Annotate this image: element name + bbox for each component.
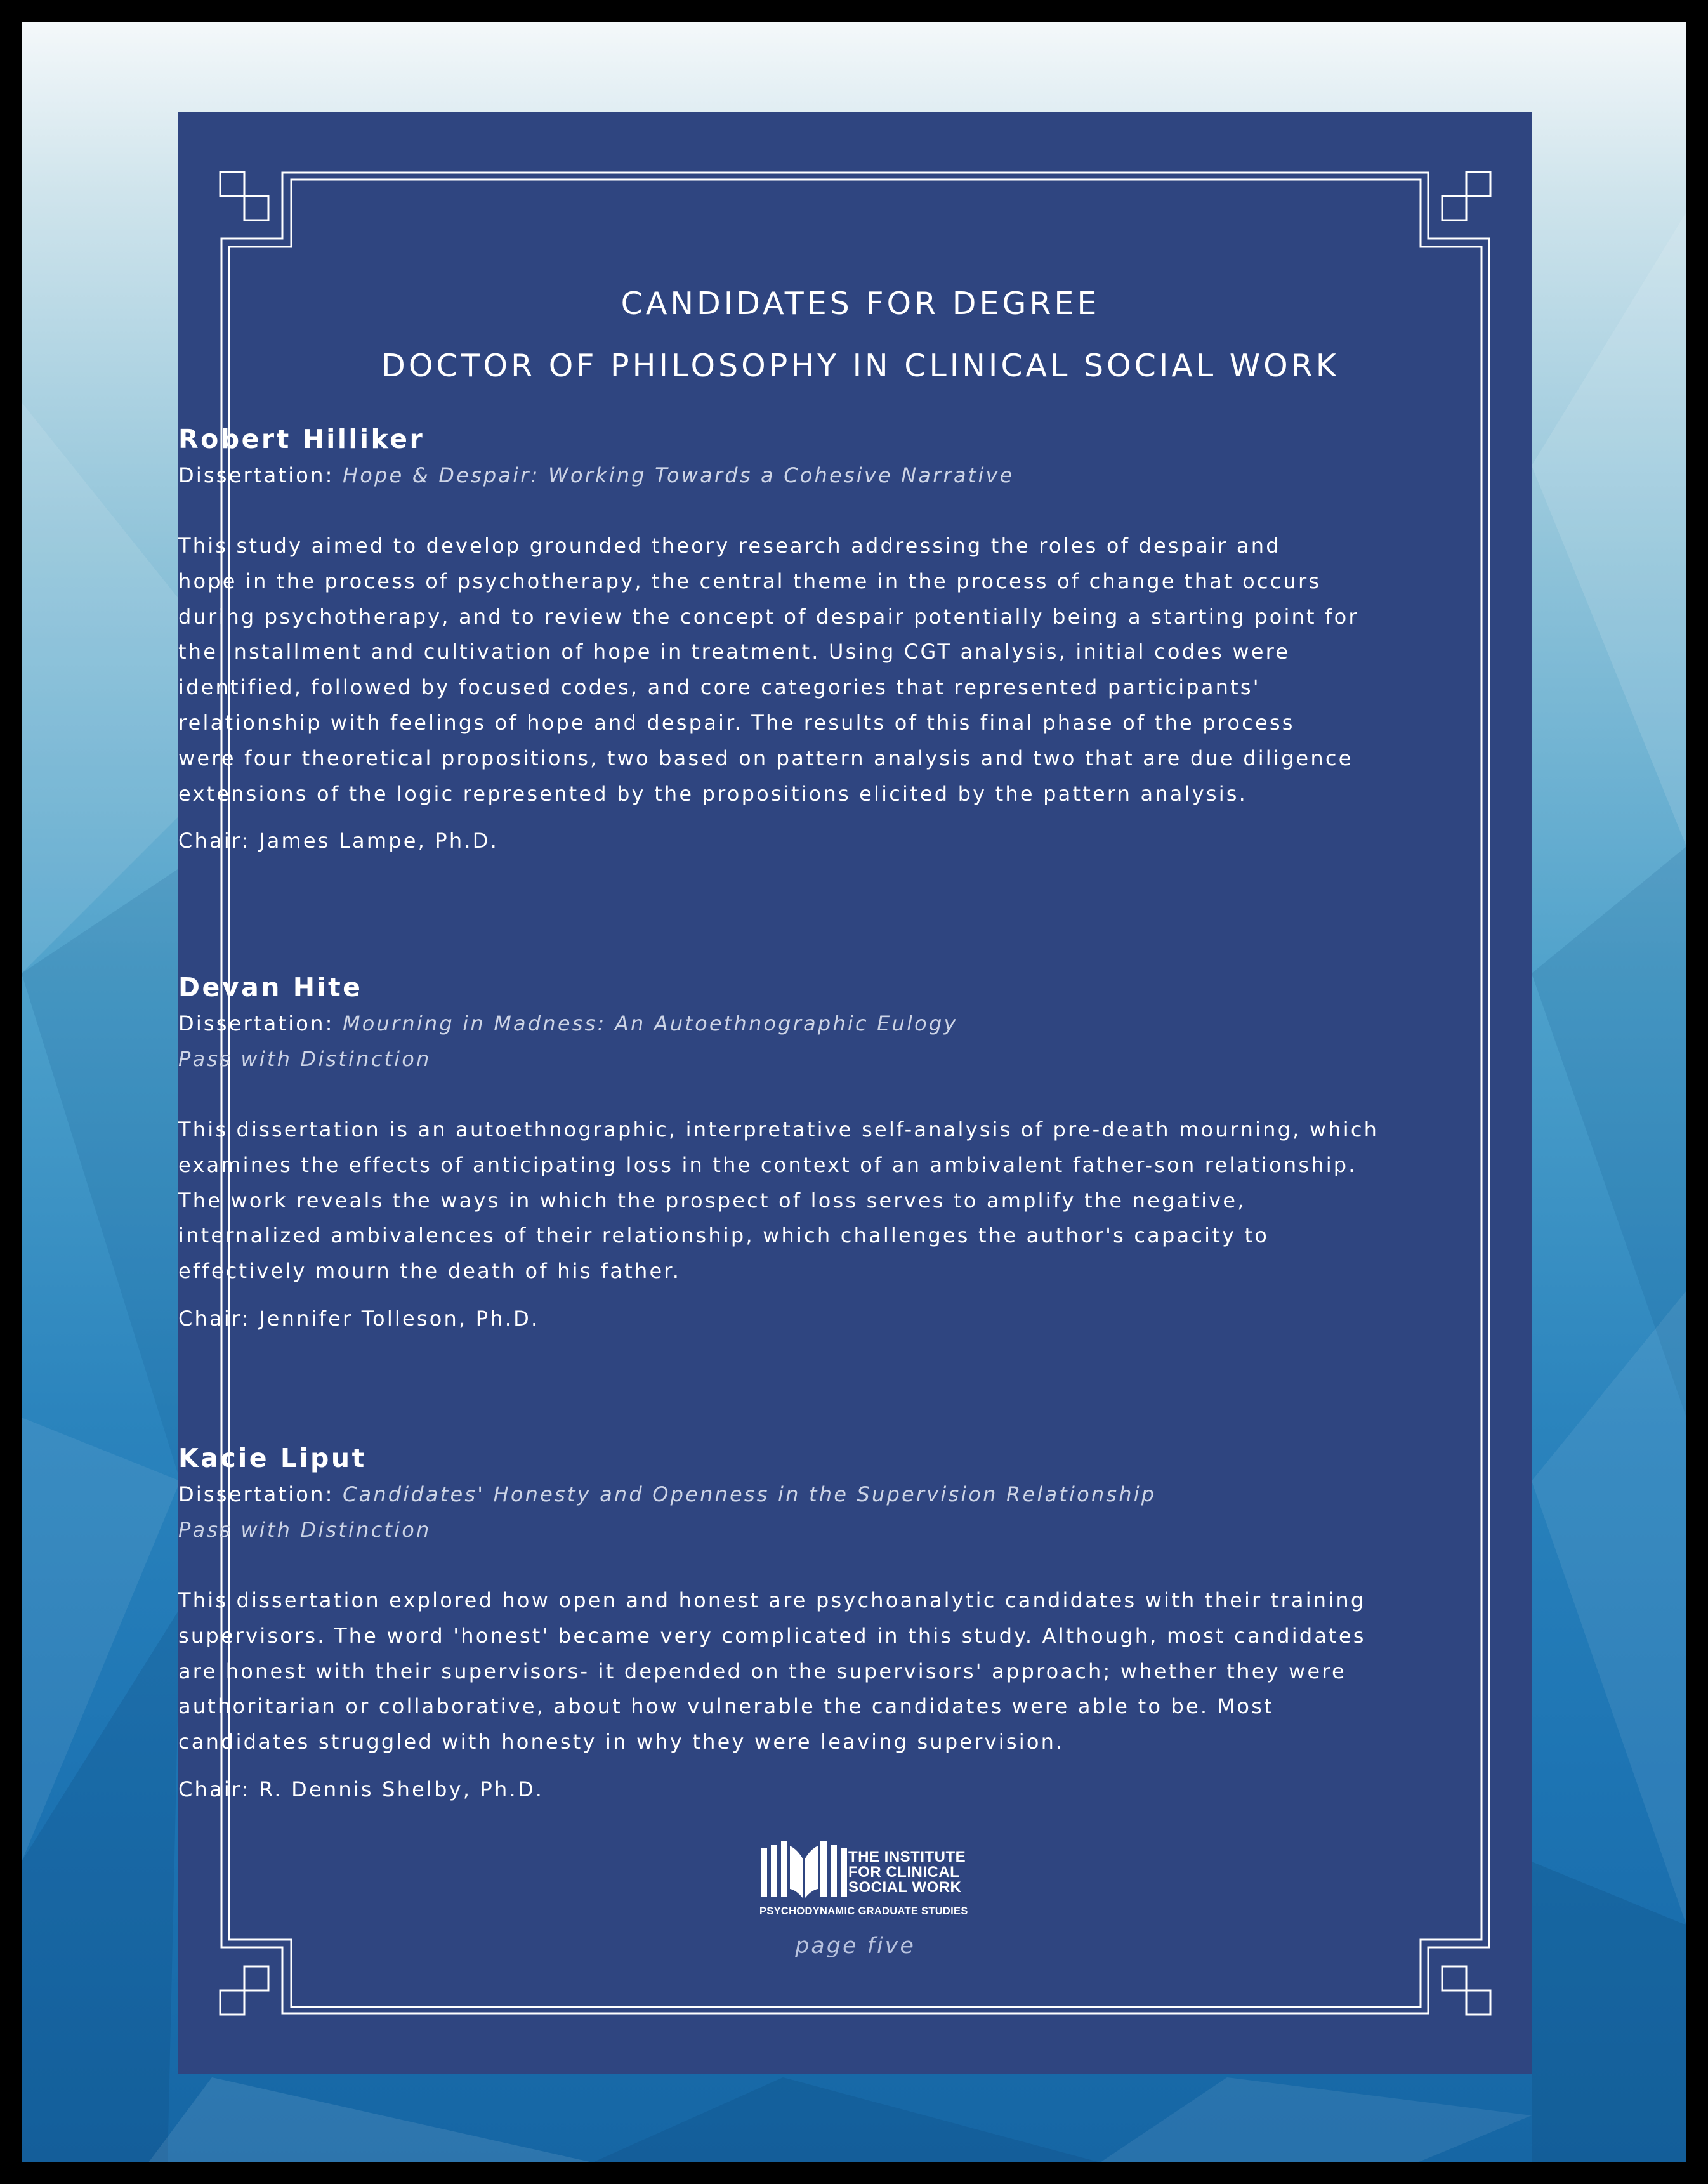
abstract-line: identified, followed by focused codes, and core categories that represented participants' xyxy=(178,675,1261,700)
dissertation-title: Hope & Despair: Working Towards a Cohesive Narrative xyxy=(342,463,1015,487)
abstract-line: This dissertation is an autoethnographic, interpretative self-analysis of pre-death mourning, which xyxy=(178,1117,1379,1141)
candidates-section xyxy=(242,284,1479,386)
distinction: Pass with Distinction xyxy=(178,1518,431,1542)
abstract xyxy=(178,1112,1416,1289)
candidate-entry xyxy=(178,971,1416,1332)
abstract-line: The work reveals the ways in which the prospect of loss serves to amplify the negative, xyxy=(178,1188,1246,1213)
dissertation-label: Dissertation: xyxy=(178,1011,334,1036)
chair: Chair: James Lampe, Ph.D. xyxy=(178,829,499,853)
chair: Chair: R. Dennis Shelby, Ph.D. xyxy=(178,1777,544,1801)
abstract-line: were four theoretical propositions, two based on pattern analysis and two that are due diligence xyxy=(178,746,1353,770)
abstract-line: hope in the process of psychotherapy, the central theme in the process of change that occurs xyxy=(178,569,1322,593)
chair: Chair: Jennifer Tolleson, Ph.D. xyxy=(178,1306,540,1331)
abstract-line: This study aimed to develop grounded theory research addressing the roles of despair and xyxy=(178,534,1281,558)
distinction: Pass with Distinction xyxy=(178,1047,431,1071)
abstract-line: This dissertation explored how open and honest are psychoanalytic candidates with their training xyxy=(178,1588,1366,1612)
abstract-line: candidates struggled with honesty in why they were leaving supervision. xyxy=(178,1730,1065,1754)
dissertation-title: Candidates' Honesty and Openness in the Supervision Relationship xyxy=(342,1482,1157,1506)
heading-line-2: DOCTOR OF PHILOSOPHY IN CLINICAL SOCIAL WORK xyxy=(381,348,1339,384)
open-book-icon xyxy=(759,1839,848,1903)
dissertation-label: Dissertation: xyxy=(178,463,334,487)
institute-logo xyxy=(759,1839,1001,1922)
abstract-line: the installment and cultivation of hope in treatment. Using CGT analysis, initial codes were xyxy=(178,640,1291,664)
abstract xyxy=(178,529,1416,812)
abstract-line: internalized ambivalences of their relationship, which challenges the author's capacity to xyxy=(178,1223,1269,1248)
content-panel xyxy=(178,112,1532,2074)
dissertation-line xyxy=(178,1010,1416,1037)
abstract-line: examines the effects of anticipating loss in the context of an ambivalent father-son relationship. xyxy=(178,1152,1357,1177)
candidate-name: Devan Hite xyxy=(178,972,363,1003)
logo-line-2: FOR CLINICAL xyxy=(848,1864,960,1881)
abstract-line: supervisors. The word 'honest' became very complicated in this study. Although, most candidates xyxy=(178,1623,1366,1648)
candidate-name: Kacie Liput xyxy=(178,1443,367,1473)
dissertation-title: Mourning in Madness: An Autoethnographic Eulogy xyxy=(342,1011,958,1036)
dissertation-line xyxy=(178,1480,1416,1508)
abstract-line: are honest with their supervisors- it depended on the supervisors' approach; whether they were xyxy=(178,1659,1346,1683)
page-number-label: page five xyxy=(795,1933,916,1959)
abstract-line: authoritarian or collaborative, about how vulnerable the candidates were able to be. Most xyxy=(178,1694,1274,1719)
dissertation-label: Dissertation: xyxy=(178,1482,334,1506)
logo-wordmark xyxy=(848,1850,966,1895)
candidate-entry xyxy=(178,1442,1416,1803)
dissertation-line xyxy=(178,461,1416,489)
candidate-entry xyxy=(178,423,1416,855)
logo-line-3: SOCIAL WORK xyxy=(848,1879,962,1896)
heading-line-1: CANDIDATES FOR DEGREE xyxy=(621,286,1100,322)
candidate-name: Robert Hilliker xyxy=(178,424,425,454)
abstract xyxy=(178,1583,1416,1760)
abstract-line: during psychotherapy, and to review the concept of despair potentially being a starting point for xyxy=(178,604,1359,629)
abstract-line: effectively mourn the death of his father. xyxy=(178,1259,681,1284)
logo-subtitle: PSYCHODYNAMIC GRADUATE STUDIES xyxy=(759,1905,968,1917)
abstract-line: extensions of the logic represented by the propositions elicited by the pattern analysis. xyxy=(178,781,1248,806)
abstract-line: relationship with feelings of hope and despair. The results of this final phase of the process xyxy=(178,710,1295,735)
logo-line-1: THE INSTITUTE xyxy=(848,1848,966,1865)
